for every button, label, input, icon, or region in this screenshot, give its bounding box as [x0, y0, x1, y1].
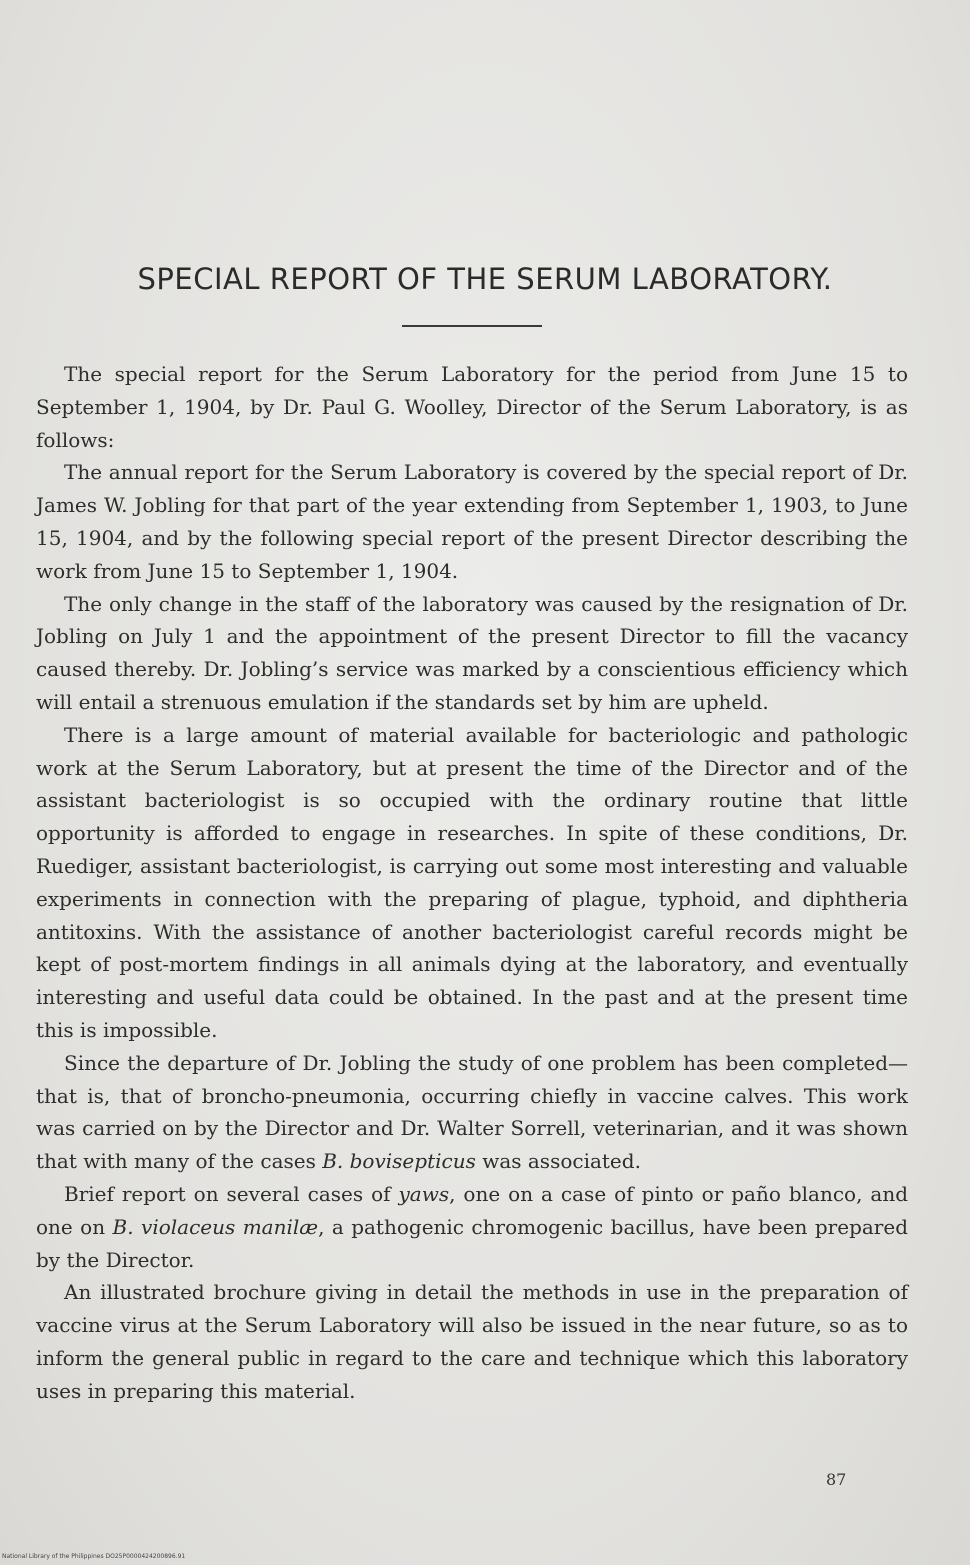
paragraph-6-part-b: , one on a case of pinto or paño blanco, and one on — [36, 1181, 909, 1239]
paragraph-2: The annual report for the Serum Laboratory is covered by the special report of Dr. James W. Jobling for that part of the year extending from September 1, 1903, to June 15, 1904, and by the following special report of the present Director describing the work from June 15 to September 1, 1904. — [36, 460, 908, 583]
paragraph-6-part-c: , a pathogenic chromogenic bacillus, have been prepared by the Director. — [36, 1214, 908, 1272]
paragraph-6-part-a: Brief report on several cases of — [64, 1181, 399, 1206]
page-number: 87 — [826, 1470, 847, 1489]
paragraph-6-italic-term-a: yaws — [398, 1181, 450, 1206]
paragraph-4: There is a large amount of material available for bacteriologic and pathologic work at the Serum Laboratory, but at present the time of the Director and of the assistant bacteriologist is so occupied with the ordinary routine that little opportunity is afforded to engage in researches. In spite of these conditions, Dr. Ruediger, assistant bacteriologist, is carrying out some most interesting and valuable experiments in connection with the preparing of plague, typhoid, and diphtheria antitoxins. With the assistance of another bacteriologist careful records might be kept of post-mortem findings in all animals dying at the laboratory, and eventually interesting and useful data could be obtained. In the past and at the present time this is impossible. — [36, 722, 908, 1042]
title-divider — [402, 325, 542, 327]
page-title: SPECIAL REPORT OF THE SERUM LABORATORY. — [137, 262, 833, 296]
paragraph-1: The special report for the Serum Laboratory for the period from June 15 to September 1, 1904, by Dr. Paul G. Woolley, Director of the Serum Laboratory, is as follows: — [36, 362, 908, 452]
paragraph-6-italic-term-b: B. violaceus manilæ — [112, 1214, 319, 1239]
paragraph-3: The only change in the staff of the laboratory was caused by the resignation of Dr. Jobling on July 1 and the appointment of the present Director to fill the vacancy caused thereby. Dr. Jobling’s service was marked by a conscientious efficiency which will entail a strenuous emulation if the standards set by him are upheld. — [36, 591, 908, 714]
paragraph-6 — [36, 1178, 908, 1276]
paragraph-5-part-b: was associated. — [475, 1149, 641, 1174]
footer-credit: National Library of the Philippines DO25P0000424200896.91 — [2, 1553, 186, 1560]
paragraph-5-part-a: Since the departure of Dr. Jobling the study of one problem has been completed—that is, that of broncho-pneumonia, occurring chiefly in vaccine calves. This work was carried on by the Director and Dr. Walter Sorrell, veterinarian, and it was shown that with many of the cases — [36, 1050, 908, 1174]
paragraph-7: An illustrated brochure giving in detail the methods in use in the preparation of vaccine virus at the Serum Laboratory will also be issued in the near future, so as to inform the general public in regard to the care and technique which this laboratory uses in preparing this material. — [36, 1280, 908, 1403]
paragraph-5 — [36, 1047, 908, 1178]
body-text — [36, 358, 908, 1408]
paragraph-5-italic-term: B. bovisepticus — [322, 1149, 476, 1174]
